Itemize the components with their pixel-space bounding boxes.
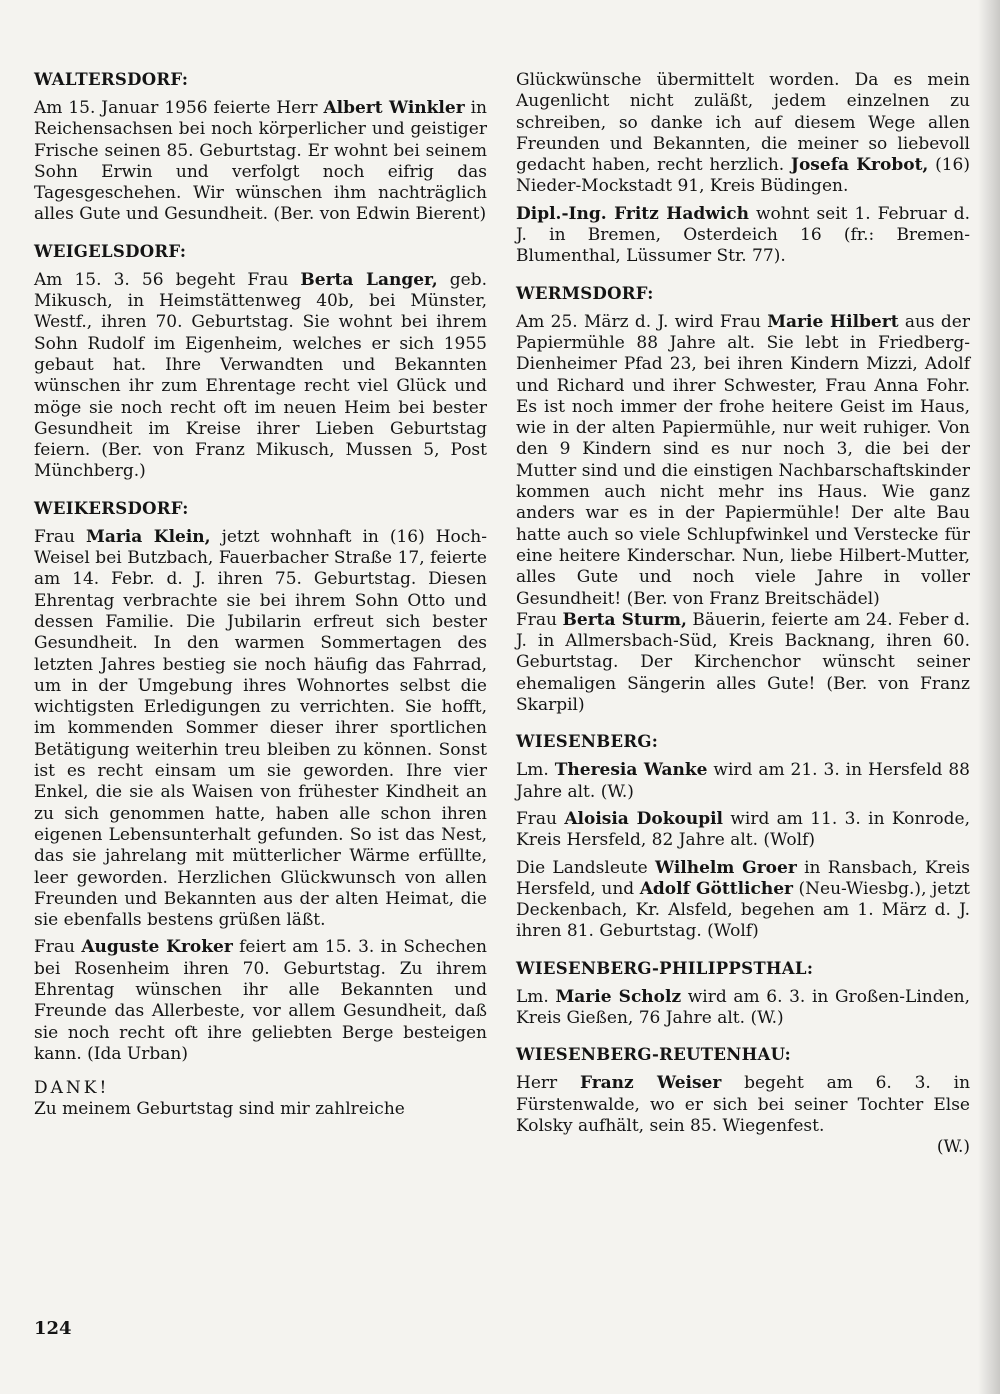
heading-wiesenberg: WIESENBERG: — [516, 732, 659, 752]
right-column — [516, 70, 970, 1158]
person-name: Albert Winkler — [323, 98, 465, 118]
text: (Neu-Wiesbg.), jetzt Deckenbach, Kr. Alsfeld, begehen am 1. März d. J. ihren 81. Geburtstag. (Wolf) — [516, 878, 970, 942]
text: Herr — [516, 1073, 580, 1094]
heading-weigelsdorf: WEIGELSDORF: — [34, 241, 187, 261]
text: Am 15. Januar 1956 feierte Herr — [34, 98, 324, 118]
person-name: Adolf Göttlicher — [639, 878, 793, 899]
article-berta-sturm — [516, 610, 970, 716]
heading-weikersdorf: WEIKERSDORF: — [34, 498, 189, 518]
signature-w: (W.) — [936, 1137, 970, 1158]
text: in Reichensachsen bei noch körperlicher und geistiger Frische seinen 85. Geburtstag. Er wohnt bei seinem Sohn Erwin und verfolgt noch eifrig das Tagesgeschehen. Wir wünschen ihm nachträglich alles Gute und Gesundheit. (Ber. von Edwin Bierent) — [34, 98, 487, 225]
text: Am 25. März d. J. wird Frau — [516, 311, 768, 332]
text: aus der Papiermühle 88 Jahre alt. Sie lebt in Friedberg-Dienheimer Pfad 23, bei ihren Kindern Mizzi, Adolf und Richard und ihrer Schwester, Frau Anna Fohr. Es ist noch immer der frohe heitere Geist im Haus, wie in der alten Papiermühle, nur weit ruhiger. Von den 9 Kindern sind es nur noch 3, die bei der Mutter sind und die einstigen Nachbarschaftskinder kommen auch nicht mehr ins Haus. Wie ganz anders war es in der Papiermühle! Der alte Bau hatte auch so viele Schlupfwinkel und Verstecke für eine heitere Kinderschar. Nun, liebe Hilbert-Mutter, alles Gute und noch viele Jahre in voller Gesundheit! (Ber. von Franz Breitschädel) — [516, 311, 970, 609]
person-name: Maria Klein, — [86, 526, 211, 547]
article-aloisia-dokoupil — [516, 809, 970, 852]
text: Am 15. 3. 56 begeht Frau — [34, 269, 301, 290]
text: Frau — [516, 609, 563, 630]
article-fritz-hadwich — [516, 204, 970, 268]
left-column — [34, 70, 487, 1120]
text: jetzt wohnhaft in (16) Hoch-Weisel bei Butzbach, Fauerbacher Straße 17, feierte am 14. Febr. d. J. ihren 75. Geburtstag. Diesen Ehrentag verbrachte sie bei ihrem Sohn Otto und dessen Familie. Die Jubilarin erfreut sich bester Gesundheit. In den warmen Sommertagen des letzten Jahres bestieg sie noch häufig das Fahrrad, um in der Umgebung ihres Wohnortes selbst die wichtigsten Erledigungen zu verrichten. Sie hofft, im kommenden Sommer dieser ihrer sportlichen Betätigung weiterhin treu bleiben zu können. Sonst ist es recht einsam um sie geworden. Ihre vier Enkel, die sie als Waisen von frühester Kindheit an zu sich genommen hatte, haben alle schon ihren eigenen Lebensunterhalt gefunden. So ist das Nest, das sie jahrelang mit mütterlicher Wärme erfüllte, leer geworden. Herzlichen Glückwunsch von allen Freunden und Bekannten aus der alten Heimat, die sie ebenfalls bestens grüßen läßt. — [34, 526, 488, 931]
heading-wiesenberg-philippsthal: WIESENBERG-PHILIPPSTHAL: — [516, 958, 814, 978]
article-marie-hilbert — [516, 312, 970, 610]
heading-waltersdorf: WALTERSDORF: — [34, 70, 189, 89]
text: begeht am 6. 3. in Fürstenwalde, wo er sich bei seiner Tochter Else Kolsky aufhält, sein 85. Wiegenfest. — [516, 1073, 971, 1136]
person-name: Aloisia Dokoupil — [564, 808, 724, 829]
dank-text-start: Zu meinem Geburtstag sind mir zahlreiche — [34, 1099, 405, 1120]
article-auguste-kroker — [34, 937, 487, 1065]
text: Glückwünsche übermittelt worden. Da es mein Augenlicht nicht zuläßt, jedem einzelnen zu schreiben, so danke ich auf diesem Wege allen Freunden und Bekannten, die meiner so liebevoll gedacht haben, recht herzlich. — [516, 70, 970, 176]
text: wird am 21. 3. in Hersfeld 88 Jahre alt. (W.) — [516, 760, 970, 802]
person-name: Marie Hilbert — [767, 311, 899, 332]
text: Frau — [34, 937, 82, 958]
person-name: Josefa Krobot, — [790, 155, 929, 176]
person-name: Berta Langer, — [300, 269, 438, 290]
person-name: Marie Scholz — [555, 986, 682, 1007]
heading-wermsdorf: WERMSDORF: — [516, 283, 654, 303]
text: Lm. — [516, 760, 555, 781]
text: wohnt seit 1. Februar d. J. in Bremen, Osterdeich 16 (fr.: Bremen-Blumenthal, Lüssumer Str. 77). — [516, 203, 970, 267]
dank-text-continued — [516, 70, 970, 198]
person-name: Dipl.-Ing. Fritz Hadwich — [516, 203, 750, 224]
person-name: Theresia Wanke — [554, 760, 708, 781]
text: Frau — [34, 526, 87, 547]
text: Lm. — [516, 986, 556, 1007]
person-name: Auguste Kroker — [81, 937, 233, 958]
text: (16) Nieder-Mockstadt 91, Kreis Büdingen. — [516, 155, 970, 197]
article-franz-weiser — [516, 1073, 970, 1137]
text: Die Landsleute — [516, 857, 656, 878]
article-berta-langer — [34, 270, 487, 483]
person-name: Wilhelm Groer — [655, 857, 797, 878]
text: Frau — [516, 808, 565, 829]
text: geb. Mikusch, in Heimstättenweg 40b, bei Münster, Westf., ihren 70. Geburtstag. Sie wohnt bei ihrem Sohn Rudolf im Eigenheim, welches er sich 1955 gebaut hat. Ihre Verwandten und Bekannten wünschen ihr zum Ehrentage recht viel Glück und möge sie noch recht oft im neuen Heim bei bester Gesundheit im Kreise ihrer Lieben Geburtstag feiern. (Ber. von Franz Mikusch, Mussen 5, Post Münchberg.) — [34, 269, 487, 482]
text: wird am 6. 3. in Großen-Linden, Kreis Gießen, 76 Jahre alt. (W.) — [516, 986, 971, 1028]
text: in Ransbach, Kreis Hersfeld, und — [516, 857, 970, 899]
text: feiert am 15. 3. in Schechen bei Rosenheim ihren 70. Geburtstag. Zu ihrem Ehrentag wünschen ihr alle Bekannten und Freunde das Allerbeste, vor allem Gesundheit, daß sie noch recht oft ihre geliebten Berge besteigen kann. (Ida Urban) — [34, 937, 487, 1064]
page-edge-shadow — [978, 0, 1000, 1394]
heading-wiesenberg-reutenhau: WIESENBERG-REUTENHAU: — [516, 1045, 792, 1065]
article-marie-scholz — [516, 987, 970, 1030]
heading-dank: DANK! — [34, 1078, 110, 1099]
text: Bäuerin, feierte am 24. Feber d. J. in Allmersbach-Süd, Kreis Backnang, ihren 60. Geburtstag. Der Kirchenchor wünscht seiner ehemaligen Sängerin alles Gute! (Ber. von Franz Skarpil) — [516, 609, 970, 716]
article-albert-winkler — [34, 98, 487, 226]
text: wird am 11. 3. in Konrode, Kreis Hersfeld, 82 Jahre alt. (Wolf) — [516, 808, 970, 851]
person-name: Franz Weiser — [579, 1073, 722, 1094]
article-theresia-wanke — [516, 760, 970, 803]
article-maria-klein — [34, 527, 487, 932]
article-groer-goettlicher — [516, 858, 970, 943]
page-number: 124 — [34, 1318, 72, 1339]
person-name: Berta Sturm, — [562, 609, 687, 630]
